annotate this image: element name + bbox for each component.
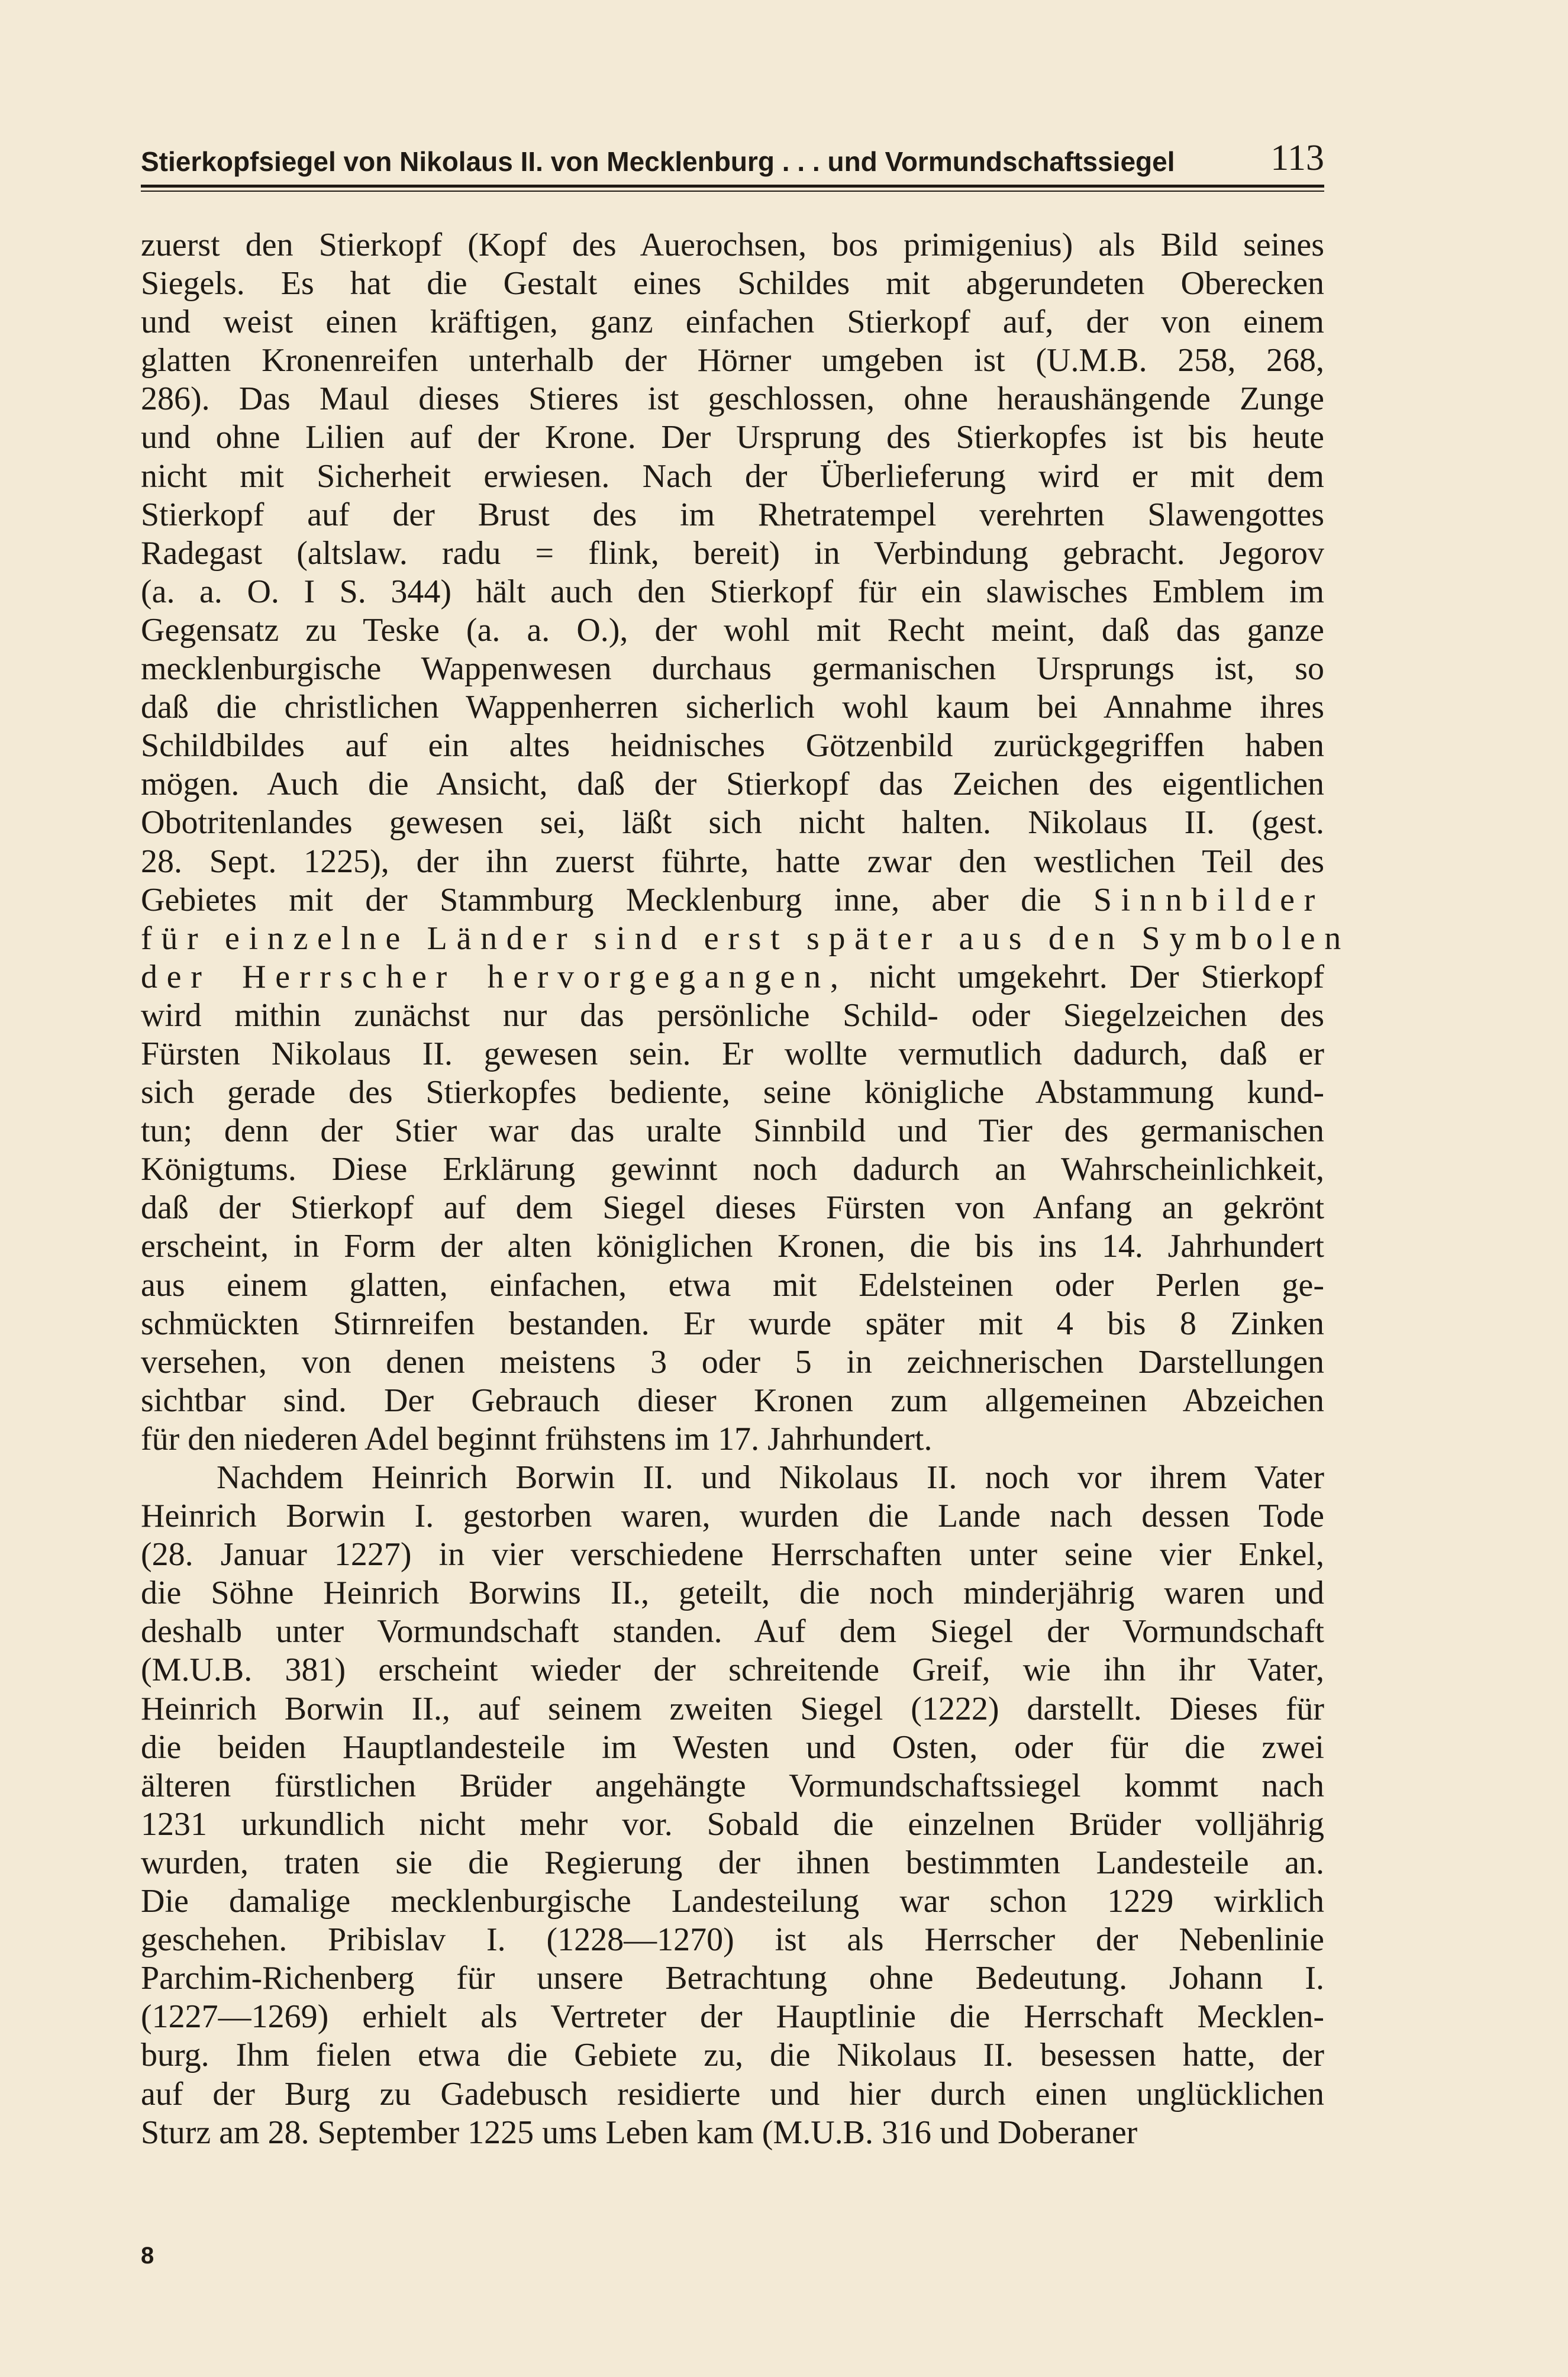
text-line: Radegast (altslaw. radu = flink, bereit) in Verbindung gebracht. Jegorov	[141, 534, 1324, 572]
text-line: mögen. Auch die Ansicht, daß der Stierkopf das Zeichen des eigentlichen	[141, 766, 1324, 803]
text-line: Heinrich Borwin I. gestorben waren, wurden die Lande nach dessen Tode	[141, 1498, 1324, 1535]
text-line: Königtums. Diese Erklärung gewinnt noch dadurch an Wahrscheinlichkeit,	[141, 1151, 1324, 1188]
text-line: tun; denn der Stier war das uralte Sinnbild und Tier des germanischen	[141, 1112, 1324, 1150]
text-line: glatten Kronenreifen unterhalb der Hörner umgeben ist (U.M.B. 258, 268,	[141, 342, 1324, 379]
text-line: sichtbar sind. Der Gebrauch dieser Kronen zum allgemeinen Abzeichen	[141, 1382, 1324, 1419]
text-line: Die damalige mecklenburgische Landesteilung war schon 1229 wirklich	[141, 1883, 1324, 1920]
text-line: burg. Ihm fielen etwa die Gebiete zu, die Nikolaus II. besessen hatte, der	[141, 2037, 1324, 2074]
text-line: Obotritenlandes gewesen sei, läßt sich nicht halten. Nikolaus II. (gest.	[141, 804, 1324, 841]
text-line: und weist einen kräftigen, ganz einfachen Stierkopf auf, der von einem	[141, 304, 1324, 341]
text-line: (a. a. O. I S. 344) hält auch den Stierkopf für ein slawisches Emblem im	[141, 573, 1324, 610]
text-line: schmückten Stirnreifen bestanden. Er wurde später mit 4 bis 8 Zinken	[141, 1305, 1324, 1342]
text-line: (1227—1269) erhielt als Vertreter der Hauptlinie die Herrschaft Mecklen-	[141, 1998, 1324, 2036]
text-line: aus einem glatten, einfachen, etwa mit Edelsteinen oder Perlen ge-	[141, 1266, 1324, 1304]
text-line: älteren fürstlichen Brüder angehängte Vormundschaftssiegel kommt nach	[141, 1767, 1324, 1804]
text-line: mecklenburgische Wappenwesen durchaus germanischen Ursprungs ist, so	[141, 650, 1324, 688]
text-line: Gegensatz zu Teske (a. a. O.), der wohl mit Recht meint, daß das ganze	[141, 611, 1324, 649]
text-line: der Herrscher hervorgegangen, nicht umgekehrt. Der Stierkopf	[141, 958, 1324, 995]
text-line: wurden, traten sie die Regierung der ihnen bestimmten Landesteile an.	[141, 1844, 1324, 1881]
text-line: (M.U.B. 381) erscheint wieder der schreitende Greif, wie ihn ihr Vater,	[141, 1652, 1324, 1689]
paragraph-2	[141, 1459, 1324, 2152]
text-line: sich gerade des Stierkopfes bediente, seine königliche Abstammung kund-	[141, 1074, 1324, 1111]
paragraph-1	[141, 226, 1350, 1459]
running-title: Stierkopfsiegel von Nikolaus II. von Mecklenburg . . . und Vormundschaftssiegel	[141, 146, 1175, 177]
text-line: deshalb unter Vormundschaft standen. Auf dem Siegel der Vormundschaft	[141, 1613, 1324, 1650]
body-text	[141, 226, 1350, 2152]
text-line: und ohne Lilien auf der Krone. Der Ursprung des Stierkopfes ist bis heute	[141, 419, 1324, 456]
text-line: die Söhne Heinrich Borwins II., geteilt, die noch minderjährig waren und	[141, 1575, 1324, 1612]
page-header	[141, 137, 1324, 185]
text-line: für den niederen Adel beginnt frühstens im 17. Jahrhundert.	[141, 1420, 933, 1457]
text-line: Stierkopf auf der Brust des im Rhetratempel verehrten Slawengottes	[141, 496, 1324, 533]
text-line: auf der Burg zu Gadebusch residierte und hier durch einen unglücklichen	[141, 2075, 1324, 2112]
text-line: Heinrich Borwin II., auf seinem zweiten Siegel (1222) darstellt. Dieses für	[141, 1690, 1324, 1727]
text-line: wird mithin zunächst nur das persönliche Schild- oder Siegelzeichen des	[141, 996, 1324, 1034]
text-line: 28. Sept. 1225), der ihn zuerst führte, hatte zwar den westlichen Teil des	[141, 843, 1324, 880]
text-line: daß der Stierkopf auf dem Siegel dieses Fürsten von Anfang an gekrönt	[141, 1189, 1324, 1227]
text-line: Sturz am 28. September 1225 ums Leben kam (M.U.B. 316 und Doberaner	[141, 2114, 1138, 2151]
text-line: nicht mit Sicherheit erwiesen. Nach der Überlieferung wird er mit dem	[141, 457, 1324, 495]
text-line: Gebietes mit der Stammburg Mecklenburg inne, aber die Sinnbilder	[141, 881, 1324, 918]
text-line: für einzelne Länder sind erst später aus den Symbolen	[141, 920, 1350, 957]
text-line: (28. Januar 1227) in vier verschiedene Herrschaften unter seine vier Enkel,	[141, 1536, 1324, 1573]
signature-mark: 8	[141, 2243, 154, 2269]
text-line: Nachdem Heinrich Borwin II. und Nikolaus II. noch vor ihrem Vater	[217, 1459, 1324, 1496]
text-line: zuerst den Stierkopf (Kopf des Auerochsen, bos primigenius) als Bild seines	[141, 227, 1324, 263]
text-line: erscheint, in Form der alten königlichen Kronen, die bis ins 14. Jahrhundert	[141, 1228, 1324, 1265]
text-line: geschehen. Pribislav I. (1228—1270) ist als Herrscher der Nebenlinie	[141, 1921, 1324, 1959]
text-line: die beiden Hauptlandesteile im Westen und Osten, oder für die zwei	[141, 1728, 1324, 1766]
text-line: Fürsten Nikolaus II. gewesen sein. Er wollte vermutlich dadurch, daß er	[141, 1035, 1324, 1072]
text-line: Schildbildes auf ein altes heidnisches Götzenbild zurückgegriffen haben	[141, 727, 1324, 765]
page-number: 113	[1270, 138, 1324, 178]
text-line: versehen, von denen meistens 3 oder 5 in zeichnerischen Darstellungen	[141, 1343, 1324, 1381]
text-line: Siegels. Es hat die Gestalt eines Schildes mit abgerundeten Oberecken	[141, 265, 1324, 302]
header-rule-thin	[141, 191, 1324, 192]
text-line: daß die christlichen Wappenherren sicherlich wohl kaum bei Annahme ihres	[141, 689, 1324, 726]
text-line: 286). Das Maul dieses Stieres ist geschlossen, ohne heraushängende Zunge	[141, 380, 1324, 418]
text-line: 1231 urkundlich nicht mehr vor. Sobald die einzelnen Brüder volljährig	[141, 1805, 1324, 1843]
header-rule-thick	[141, 185, 1324, 188]
text-line: Parchim-Richenberg für unsere Betrachtung ohne Bedeutung. Johann I.	[141, 1960, 1324, 1997]
